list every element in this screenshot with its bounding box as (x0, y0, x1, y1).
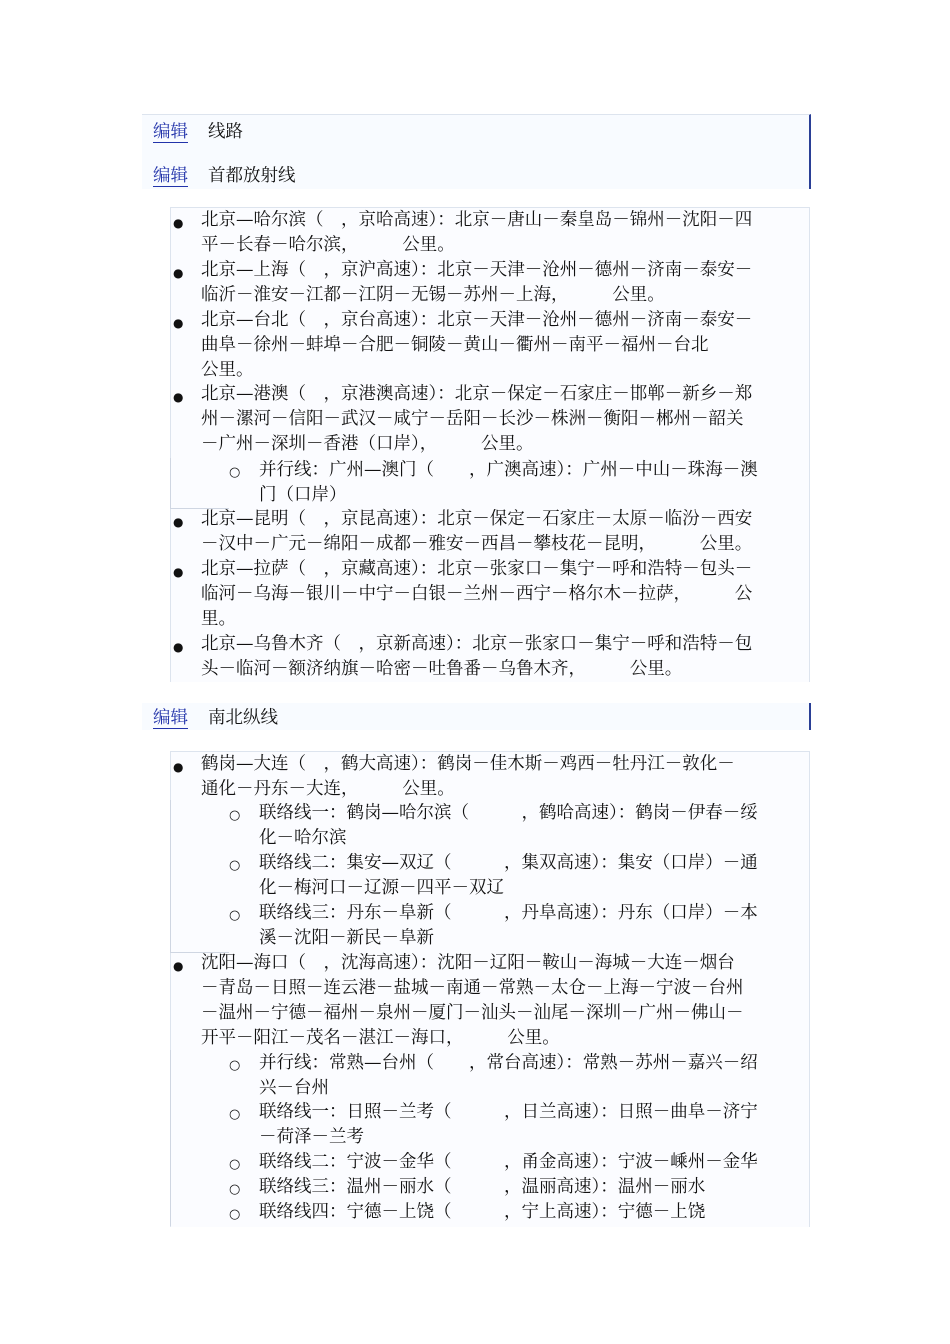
item-line: 头－临河－额济纳旗－哈密－吐鲁番－乌鲁木齐， 公里。 (201, 659, 683, 679)
sublist-indent (170, 800, 229, 953)
item-line: 北京—台北（ ，京台高速）：北京－天津－沧州－德州－济南－泰安－ (201, 310, 753, 330)
item-line: 门（口岸） (259, 485, 347, 505)
edit-link[interactable]: 编辑 (153, 708, 188, 728)
item-line: －荷泽－兰考 (259, 1127, 364, 1147)
bullet-icon: ● (173, 959, 184, 973)
item-line: 鹤岗—大连（ ，鹤大高速）：鹤岗－佳木斯－鸡西－牡丹江－敦化－ (201, 754, 735, 774)
section-title: 南北纵线 (208, 708, 278, 728)
bullet-icon: ● (173, 640, 184, 654)
circle-bullet-icon: ○ (229, 1107, 241, 1122)
header-row-capital (153, 162, 296, 187)
item-line: 平－长春－哈尔滨， 公里。 (201, 235, 455, 255)
item-line: 联络线二：集安—双辽（ ，集双高速）：集安（口岸）－通 (259, 853, 758, 873)
item-line: 北京—港澳（ ，京港澳高速）：北京－保定－石家庄－邯郸－新乡－郑 (201, 384, 753, 404)
item-line: 联络线三：丹东－阜新（ ，丹阜高速）：丹东（口岸）－本 (259, 903, 758, 923)
item-line: －青岛－日照－连云港－盐城－南通－常熟－太仓－上海－宁波－台州 (201, 978, 744, 998)
item-line: －温州－宁德－福州－泉州－厦门－汕头－汕尾－深圳－广州－佛山－ (201, 1003, 744, 1023)
item-line: 联络线四：宁德－上饶（ ，宁上高速）：宁德－上饶 (259, 1202, 706, 1222)
circle-bullet-icon: ○ (229, 1058, 241, 1073)
bullet-icon: ● (173, 760, 184, 774)
item-line: 并行线：常熟—台州（ ，常台高速）：常熟－苏州－嘉兴－绍 (259, 1053, 758, 1073)
item-line: －汉中－广元－绵阳－成都－雅安－西昌－攀枝花－昆明， 公里。 (201, 534, 753, 554)
item-line: 兴－台州 (259, 1078, 329, 1098)
circle-bullet-icon: ○ (229, 1182, 241, 1197)
item-line: 通化－丹东－大连， 公里。 (201, 779, 455, 799)
item-line: 沈阳—海口（ ，沈海高速）：沈阳－辽阳－鞍山－海城－大连－烟台 (201, 953, 735, 973)
circle-bullet-icon: ○ (229, 465, 241, 480)
item-line: 溪－沈阳－新民－阜新 (259, 928, 434, 948)
sublist-indent (170, 458, 229, 509)
bullet-icon: ● (173, 565, 184, 579)
item-line: 化－梅河口－辽源－四平－双辽 (259, 878, 504, 898)
header-row-routes (153, 118, 243, 143)
item-line: 开平－阳江－茂名－湛江－海口， 公里。 (201, 1028, 560, 1048)
item-line: 公里。 (201, 360, 254, 380)
bullet-icon: ● (173, 216, 184, 230)
edit-link[interactable]: 编辑 (153, 122, 188, 142)
item-line: 临河－乌海－银川－中宁－白银－兰州－西宁－格尔木－拉萨， 公 (201, 584, 753, 604)
header-row-ns (153, 704, 278, 729)
bullet-icon: ● (173, 515, 184, 529)
bullet-icon: ● (173, 390, 184, 404)
bullet-icon: ● (173, 316, 184, 330)
circle-bullet-icon: ○ (229, 808, 241, 823)
item-line: 联络线三：温州－丽水（ ，温丽高速）：温州－丽水 (259, 1177, 706, 1197)
circle-bullet-icon: ○ (229, 858, 241, 873)
item-line: 北京—昆明（ ，京昆高速）：北京－保定－石家庄－太原－临汾－西安 (201, 509, 753, 529)
item-line: －广州－深圳－香港（口岸）， 公里。 (201, 434, 534, 454)
item-line: 联络线一：鹤岗—哈尔滨（ ，鹤哈高速）：鹤岗－伊春－绥 (259, 803, 758, 823)
circle-bullet-icon: ○ (229, 1157, 241, 1172)
item-line: 联络线一：日照－兰考（ ，日兰高速）：日照－曲阜－济宁 (259, 1102, 758, 1122)
item-line: 北京—上海（ ，京沪高速）：北京－天津－沧州－德州－济南－泰安－ (201, 260, 753, 280)
bullet-icon: ● (173, 266, 184, 280)
item-line: 化－哈尔滨 (259, 828, 347, 848)
item-line: 并行线：广州—澳门（ ，广澳高速）：广州－中山－珠海－澳 (259, 460, 758, 480)
circle-bullet-icon: ○ (229, 908, 241, 923)
section-header-box (142, 114, 811, 189)
item-line: 北京—乌鲁木齐（ ，京新高速）：北京－张家口－集宁－呼和浩特－包 (201, 634, 753, 654)
section-header-box (142, 703, 811, 730)
item-line: 北京—哈尔滨（ ，京哈高速）：北京－唐山－秦皇岛－锦州－沈阳－四 (201, 210, 753, 230)
section-title: 首都放射线 (208, 166, 296, 186)
circle-bullet-icon: ○ (229, 1207, 241, 1222)
item-line: 临沂－淮安－江都－江阴－无锡－苏州－上海， 公里。 (201, 285, 665, 305)
item-line: 州－漯河－信阳－武汉－咸宁－岳阳－长沙－株洲－衡阳－郴州－韶关 (201, 409, 744, 429)
item-line: 北京—拉萨（ ，京藏高速）：北京－张家口－集宁－呼和浩特－包头－ (201, 559, 753, 579)
item-line: 里。 (201, 609, 236, 629)
item-line: 曲阜－徐州－蚌埠－合肥－铜陵－黄山－衢州－南平－福州－台北 (201, 335, 709, 355)
edit-link[interactable]: 编辑 (153, 166, 188, 186)
section-title: 线路 (208, 122, 243, 142)
item-line: 联络线二：宁波－金华（ ，甬金高速）：宁波－嵊州－金华 (259, 1152, 758, 1172)
sublist-indent (170, 1050, 229, 1226)
